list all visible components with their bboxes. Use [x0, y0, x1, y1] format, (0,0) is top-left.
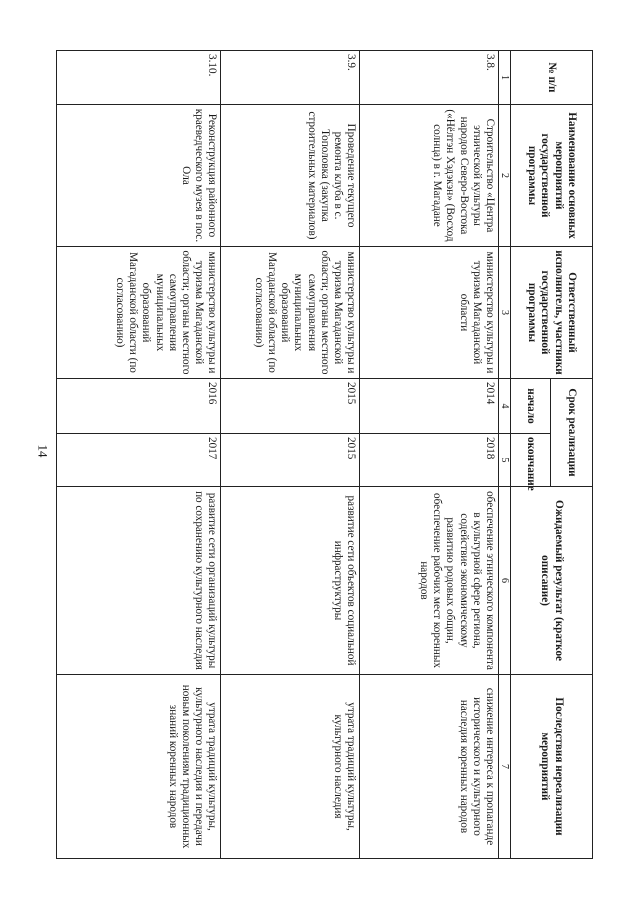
page-number: 14 — [35, 444, 51, 458]
cell-n: 3.10. — [57, 51, 221, 105]
cell-n: 3.9. — [221, 51, 360, 105]
table-row — [221, 51, 360, 859]
header-consequences: Последствия нереализации мероприятий — [511, 675, 593, 859]
cell-result: развитие сети организаций культуры по сохранению культурного наследия — [57, 487, 221, 675]
cell-end: 2017 — [57, 434, 221, 487]
header-name: Наименование основных мероприятий государственной программы — [511, 105, 593, 247]
cell-start: 2014 — [360, 379, 499, 434]
cell-start: 2015 — [221, 379, 360, 434]
cell-result: обеспечение этнического компонента в культурной сфере региона, содействие экономическому развитию родовых общин, обеспечение рабочих мест коренных народов — [360, 487, 499, 675]
cell-name: Проведение текущего ремонта клуба в с. Тополовка (закупка строительных материалов) — [221, 105, 360, 247]
header-start: начало — [511, 379, 551, 434]
header-row — [551, 51, 593, 859]
cell-n: 3.8. — [360, 51, 499, 105]
cell-executor: министерство культуры и туризма Магаданской области; органы местного самоуправления муниципальных образований Магаданской области (по согласованию) — [57, 247, 221, 379]
cell-end: 2015 — [221, 434, 360, 487]
column-number-row — [499, 51, 511, 859]
table-row — [360, 51, 499, 859]
column-number: 7 — [499, 675, 511, 859]
cell-result: развитие сети объектов социальной инфраструктуры — [221, 487, 360, 675]
cell-name: Реконструкция районного краеведческого музея в пос. Ола — [57, 105, 221, 247]
cell-name: Строительство «Центра этнической культуры народов Северо-Востока («Нёлтэн Хэдэкэн» (Восход солнца) в г. Магадане — [360, 105, 499, 247]
cell-end: 2018 — [360, 434, 499, 487]
header-period: Срок реализации — [551, 379, 593, 487]
cell-start: 2016 — [57, 379, 221, 434]
program-activities-table — [56, 50, 593, 859]
column-number: 2 — [499, 105, 511, 247]
header-executor: Ответственный исполнитель, участники государственной программы — [511, 247, 593, 379]
cell-executor: министерство культуры и туризма Магаданской области — [360, 247, 499, 379]
header-end: окончание — [511, 434, 551, 487]
table-row — [57, 51, 221, 859]
column-number: 6 — [499, 487, 511, 675]
cell-consequences: утрата традиций культуры, культурного наследия и передачи новым поколениям традиционных знаний коренных народов — [57, 675, 221, 859]
rotated-table-container — [56, 50, 593, 858]
header-n: № п/п — [511, 51, 593, 105]
cell-executor: министерство культуры и туризма Магаданской области; органы местного самоуправления муниципальных образований Магаданской области (по согласованию) — [221, 247, 360, 379]
column-number: 5 — [499, 434, 511, 487]
cell-consequences: утрата традиций культуры, культурного наследия — [221, 675, 360, 859]
column-number: 3 — [499, 247, 511, 379]
column-number: 4 — [499, 379, 511, 434]
header-result: Ожидаемый результат (краткое описание) — [511, 487, 593, 675]
column-number: 1 — [499, 51, 511, 105]
cell-consequences: снижение интереса к пропаганде исторического и культурного наследия коренных народов — [360, 675, 499, 859]
